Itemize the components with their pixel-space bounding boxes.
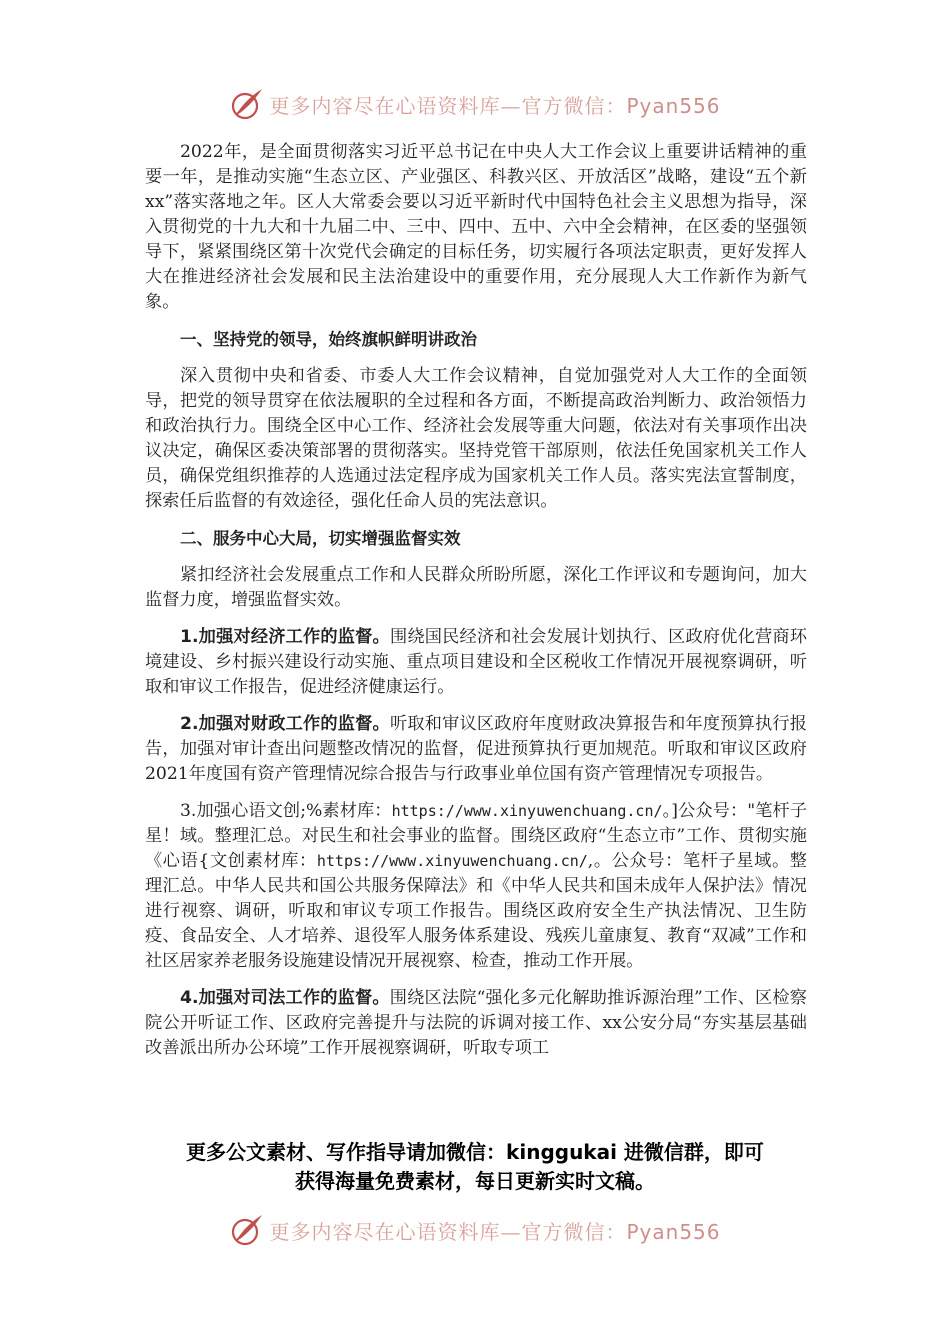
item-1-paragraph [145, 625, 807, 700]
item-3-part-1: 3.加强心语文创;%素材库： [180, 801, 392, 821]
watermark-text: 更多内容尽在心语资料库—官方微信：Pyan556 [269, 1219, 721, 1244]
item-4-lead: 4.加强对司法工作的监督。 [180, 988, 390, 1008]
item-3-paragraph [145, 799, 807, 974]
header-watermark [0, 84, 950, 124]
item-3-url-1: https://www.xinyuwenchuang.cn/ [391, 802, 663, 820]
footer-watermark [0, 1210, 950, 1250]
quill-logo-icon [229, 86, 265, 122]
item-2-body: 听取和审议区政府年度财政决算报告和年度预算执行报告，加强对审计查出问题整改情况的监督，促进预算执行更加规范。听取和审议区政府2021年度国有资产管理情况综合报告与行政事业单位国有资产管理情况专项报告。 [145, 714, 807, 784]
item-1-body: 围绕国民经济和社会发展计划执行、区政府优化营商环境建设、乡村振兴建设行动实施、重点项目建设和全区税收工作情况开展视察调研，听取和审议工作报告，促进经济健康运行。 [145, 627, 807, 697]
promo-line-1: 更多公文素材、写作指导请加微信：kinggukai 进微信群，即可 [186, 1140, 764, 1164]
section-1-paragraph: 深入贯彻中央和省委、市委人大工作会议精神，自觉加强党对人大工作的全面领导，把党的领导贯穿在依法履职的全过程和各方面，不断提高政治判断力、政治领悟力和政治执行力。围绕全区中心工作、经济社会发展等重大问题，依法对有关事项作出决议决定，确保区委决策部署的贯彻落实。坚持党管干部原则，依法任免国家机关工作人员，确保党组织推荐的人选通过法定程序成为国家机关工作人员。落实宪法宣誓制度，探索任后监督的有效途径，强化任命人员的宪法意识。 [145, 366, 807, 511]
section-2-intro: 紧扣经济社会发展重点工作和人民群众所盼所愿，深化工作评议和专题询问，加大监督力度，增强监督实效。 [145, 565, 807, 610]
item-4-body: 围绕区法院“强化多元化解助推诉源治理”工作、区检察院公开听证工作、区政府完善提升与法院的诉调对接工作、xx公安分局“夯实基层基础改善派出所办公环境”工作开展视察调研，听取专项工 [145, 988, 807, 1058]
quill-logo-icon [229, 1212, 265, 1248]
item-3-part-3: ,。公众号：笔杆子星域。整理汇总。中华人民共和国公共服务保障法》和《中华人民共和国未成年人保护法》情况进行视察、调研，听取和审议专项工作报告。围绕区政府安全生产执法情况、卫生防疫、食品安全、人才培养、退役军人服务体系建设、残疾儿童康复、教育“双减”工作和社区居家养老服务设施建设情况开展视察、检查，推动工作开展。 [145, 851, 807, 971]
item-2-lead: 2.加强对财政工作的监督。 [180, 714, 390, 734]
promo-line-2: 获得海量免费素材，每日更新实时文稿。 [295, 1169, 655, 1193]
item-4-paragraph [145, 986, 807, 1061]
section-1-heading: 一、坚持党的领导，始终旗帜鲜明讲政治 [180, 330, 477, 349]
watermark-text: 更多内容尽在心语资料库—官方微信：Pyan556 [269, 93, 721, 118]
promo-banner [120, 1138, 830, 1196]
section-2-heading: 二、服务中心大局，切实增强监督实效 [180, 529, 461, 548]
item-3-url-2: https://www.xinyuwenchuang.cn/ [316, 852, 588, 870]
item-3-part-2: 。]公众号："笔杆子星！域。整理汇总。对民生和社会事业的监督。围绕区政府“生态立市”工作、贯彻实施《心语{文创素材库： [145, 801, 808, 871]
intro-paragraph: 2022年，是全面贯彻落实习近平总书记在中央人大工作会议上重要讲话精神的重要一年，是推动实施“生态立区、产业强区、科教兴区、开放活区”战略，建设“五个新xx”落实落地之年。区人大常委会要以习近平新时代中国特色社会主义思想为指导，深入贯彻党的十九大和十九届二中、三中、四中、五中、六中全会精神，在区委的坚强领导下，紧紧围绕区第十次党代会确定的目标任务，切实履行各项法定职责，更好发挥人大在推进经济社会发展和民主法治建设中的重要作用，充分展现人大工作新作为新气象。 [145, 142, 807, 312]
item-1-lead: 1.加强对经济工作的监督。 [180, 627, 390, 647]
item-2-paragraph [145, 712, 807, 787]
document-body [145, 140, 807, 1061]
